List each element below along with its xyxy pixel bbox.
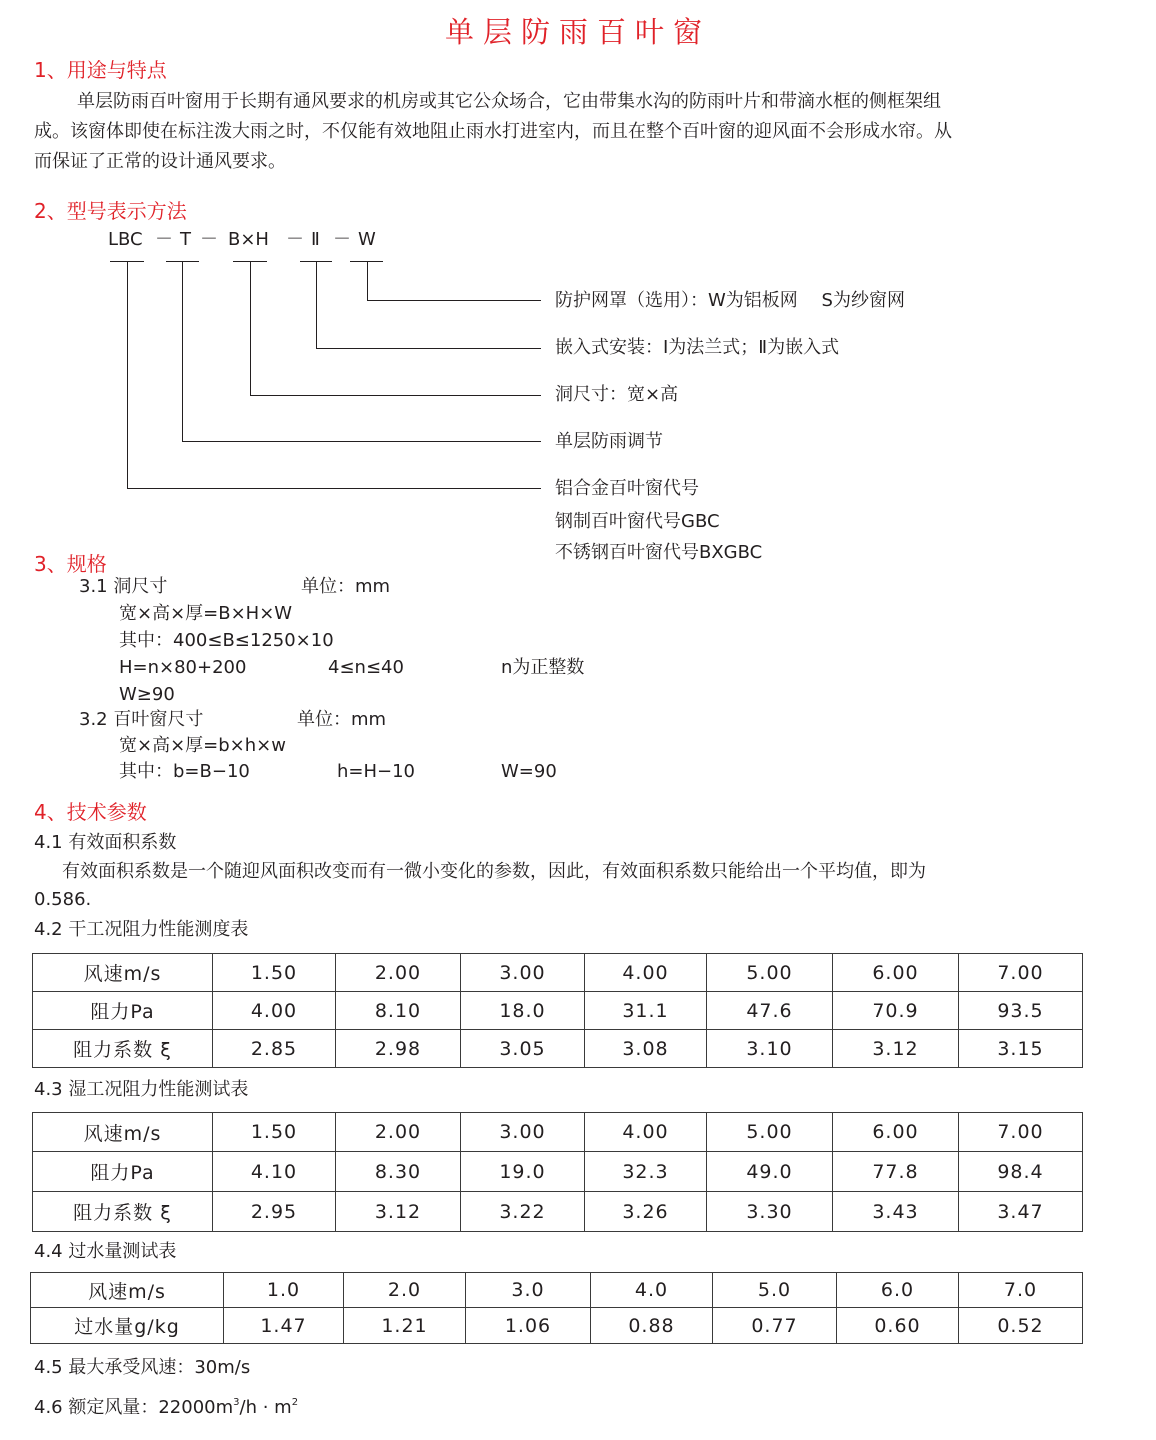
- code-t: T: [180, 229, 191, 250]
- table-cell: 3.43: [833, 1192, 959, 1232]
- connector-bxh-h: [250, 395, 541, 396]
- table-cell: 风速m/s: [31, 1273, 224, 1308]
- spec-3-1-h-formula: H=n×80+200: [119, 657, 247, 678]
- connector-bxh-v: [250, 261, 251, 395]
- table-row: [33, 954, 1083, 992]
- code-bxh: B×H: [228, 229, 269, 250]
- table-cell: 3.10: [707, 1030, 833, 1068]
- spec-3-2-b: 其中：b=B−10: [119, 761, 250, 782]
- table-cell: 2.98: [336, 1030, 461, 1068]
- table-row: [31, 1308, 1083, 1344]
- param-4-1-title: 4.1 有效面积系数: [34, 832, 177, 853]
- spec-3-1-title: 3.1 洞尺寸: [79, 576, 168, 597]
- table-cell: 8.10: [336, 992, 461, 1030]
- table-cell: 8.30: [336, 1152, 461, 1192]
- table-cell: 1.0: [224, 1273, 344, 1308]
- section-1-heading: 1、用途与特点: [34, 58, 167, 82]
- param-4-6-prefix: 4.6 额定风量：22000m: [34, 1397, 234, 1418]
- table-cell: 98.4: [959, 1152, 1083, 1192]
- table-cell: 3.0: [466, 1273, 591, 1308]
- table-cell: 3.00: [461, 1113, 585, 1152]
- table-cell: 2.00: [336, 954, 461, 992]
- param-4-1-line-1: 有效面积系数是一个随迎风面积改变而有一微小变化的参数，因此，有效面积系数只能给出一个平均值，即为: [62, 861, 926, 882]
- table-cell: 3.12: [833, 1030, 959, 1068]
- table-cell: 47.6: [707, 992, 833, 1030]
- table-cell: 4.00: [585, 954, 707, 992]
- table-cell: 2.00: [336, 1113, 461, 1152]
- connector-t-h: [182, 441, 541, 442]
- table-row: [33, 1192, 1083, 1232]
- table-cell: 阻力系数 ξ: [33, 1192, 213, 1232]
- table-cell: 49.0: [707, 1152, 833, 1192]
- table-cell: 1.50: [213, 954, 336, 992]
- spec-3-2-formula: 宽×高×厚=b×h×w: [119, 735, 286, 756]
- spec-3-2-w: W=90: [501, 761, 557, 782]
- connector-roman-h: [316, 348, 541, 349]
- table-row: [33, 1152, 1083, 1192]
- table-cell: 风速m/s: [33, 1113, 213, 1152]
- table-cell: 3.30: [707, 1192, 833, 1232]
- table-cell: 3.15: [959, 1030, 1083, 1068]
- table-cell: 3.08: [585, 1030, 707, 1068]
- table-cell: 3.26: [585, 1192, 707, 1232]
- table-row: [33, 992, 1083, 1030]
- label-stainless-code: 不锈钢百叶窗代号BXGBC: [555, 542, 763, 563]
- connector-lbc-v: [127, 261, 128, 488]
- table-cell: 7.0: [959, 1273, 1083, 1308]
- label-rain-adjust: 单层防雨调节: [555, 431, 663, 452]
- spec-3-1-n-range: 4≤n≤40: [328, 657, 404, 678]
- table-cell: 7.00: [959, 954, 1083, 992]
- table-cell: 5.0: [713, 1273, 837, 1308]
- table-cell: 阻力系数 ξ: [33, 1030, 213, 1068]
- table-cell: 3.47: [959, 1192, 1083, 1232]
- table-cell: 3.22: [461, 1192, 585, 1232]
- spec-3-2-unit: 单位：mm: [297, 709, 387, 730]
- code-w: W: [358, 229, 376, 250]
- table-cell: 阻力Pa: [33, 1152, 213, 1192]
- label-install-type: 嵌入式安装：Ⅰ为法兰式；Ⅱ为嵌入式: [555, 337, 840, 358]
- table-cell: 0.88: [591, 1308, 713, 1344]
- table-cell: 4.10: [213, 1152, 336, 1192]
- param-4-6-mid: /h · m: [239, 1397, 292, 1418]
- code-dash-2: －: [200, 229, 218, 250]
- label-opening-size: 洞尺寸：宽×高: [555, 384, 679, 405]
- table-4-2: [32, 953, 1083, 1068]
- table-4-3-title: 4.3 湿工况阻力性能测试表: [34, 1079, 249, 1100]
- code-dash-4: －: [333, 229, 351, 250]
- connector-w-h: [367, 300, 541, 301]
- table-cell: 2.0: [344, 1273, 466, 1308]
- code-dash-3: －: [286, 229, 304, 250]
- spec-3-1-n-note: n为正整数: [501, 657, 585, 678]
- table-cell: 4.00: [213, 992, 336, 1030]
- table-cell: 18.0: [461, 992, 585, 1030]
- table-cell: 31.1: [585, 992, 707, 1030]
- param-4-6: [34, 1388, 298, 1423]
- param-4-6-sup-2: 2: [291, 1397, 299, 1408]
- table-row: [33, 1030, 1083, 1068]
- table-cell: 3.00: [461, 954, 585, 992]
- table-cell: 6.00: [833, 954, 959, 992]
- section-3-heading: 3、规格: [34, 552, 107, 576]
- table-4-4: [30, 1272, 1083, 1344]
- table-cell: 77.8: [833, 1152, 959, 1192]
- code-roman-2: Ⅱ: [311, 229, 320, 250]
- spec-3-1-formula: 宽×高×厚=B×H×W: [119, 603, 293, 624]
- section-4-heading: 4、技术参数: [34, 800, 147, 824]
- connector-roman-v: [316, 261, 317, 348]
- table-cell: 3.12: [336, 1192, 461, 1232]
- table-cell: 32.3: [585, 1152, 707, 1192]
- spec-3-1-w-min: W≥90: [119, 684, 175, 705]
- table-cell: 5.00: [707, 954, 833, 992]
- table-cell: 3.05: [461, 1030, 585, 1068]
- code-lbc: LBC: [108, 229, 143, 250]
- table-cell: 1.50: [213, 1113, 336, 1152]
- table-cell: 2.85: [213, 1030, 336, 1068]
- table-4-2-title: 4.2 干工况阻力性能测度表: [34, 919, 249, 940]
- spec-3-2-title: 3.2 百叶窗尺寸: [79, 709, 204, 730]
- table-row: [31, 1273, 1083, 1308]
- page-title: 单层防雨百叶窗: [444, 15, 711, 49]
- table-cell: 风速m/s: [33, 954, 213, 992]
- table-4-3: [32, 1112, 1083, 1232]
- table-cell: 阻力Pa: [33, 992, 213, 1030]
- table-cell: 1.21: [344, 1308, 466, 1344]
- spec-3-2-h: h=H−10: [337, 761, 416, 782]
- table-cell: 2.95: [213, 1192, 336, 1232]
- label-mesh-cover: 防护网罩（选用）：W为铝板网 S为纱窗网: [555, 290, 905, 311]
- table-cell: 0.77: [713, 1308, 837, 1344]
- section-1-line-3: 而保证了正常的设计通风要求。: [34, 151, 286, 172]
- table-4-4-title: 4.4 过水量测试表: [34, 1241, 177, 1262]
- connector-t-v: [182, 261, 183, 441]
- table-cell: 70.9: [833, 992, 959, 1030]
- table-cell: 过水量g/kg: [31, 1308, 224, 1344]
- table-cell: 1.47: [224, 1308, 344, 1344]
- table-cell: 0.52: [959, 1308, 1083, 1344]
- param-4-6-sup-1: 3: [233, 1397, 240, 1408]
- param-4-1-line-2: 0.586.: [34, 889, 92, 910]
- table-cell: 1.06: [466, 1308, 591, 1344]
- table-cell: 19.0: [461, 1152, 585, 1192]
- section-2-heading: 2、型号表示方法: [34, 199, 187, 223]
- connector-lbc-h: [127, 488, 541, 489]
- spec-3-1-unit: 单位：mm: [301, 576, 391, 597]
- param-4-5: 4.5 最大承受风速：30m/s: [34, 1357, 251, 1378]
- table-cell: 0.60: [837, 1308, 959, 1344]
- table-cell: 4.00: [585, 1113, 707, 1152]
- spec-3-1-b-range: 其中：400≤B≤1250×10: [119, 630, 334, 651]
- section-1-line-1: 单层防雨百叶窗用于长期有通风要求的机房或其它公众场合，它由带集水沟的防雨叶片和带滴水框的侧框架组: [77, 91, 941, 112]
- table-cell: 5.00: [707, 1113, 833, 1152]
- section-1-line-2: 成。该窗体即使在标注泼大雨之时，不仅能有效地阻止雨水打进室内，而且在整个百叶窗的迎风面不会形成水帘。从: [34, 121, 952, 142]
- table-cell: 7.00: [959, 1113, 1083, 1152]
- table-cell: 6.00: [833, 1113, 959, 1152]
- table-row: [33, 1113, 1083, 1152]
- table-cell: 6.0: [837, 1273, 959, 1308]
- code-dash-1: －: [155, 229, 173, 250]
- connector-w-v: [367, 261, 368, 300]
- table-cell: 93.5: [959, 992, 1083, 1030]
- table-cell: 4.0: [591, 1273, 713, 1308]
- label-aluminum-code: 铝合金百叶窗代号: [555, 478, 699, 499]
- label-steel-code: 钢制百叶窗代号GBC: [555, 511, 720, 532]
